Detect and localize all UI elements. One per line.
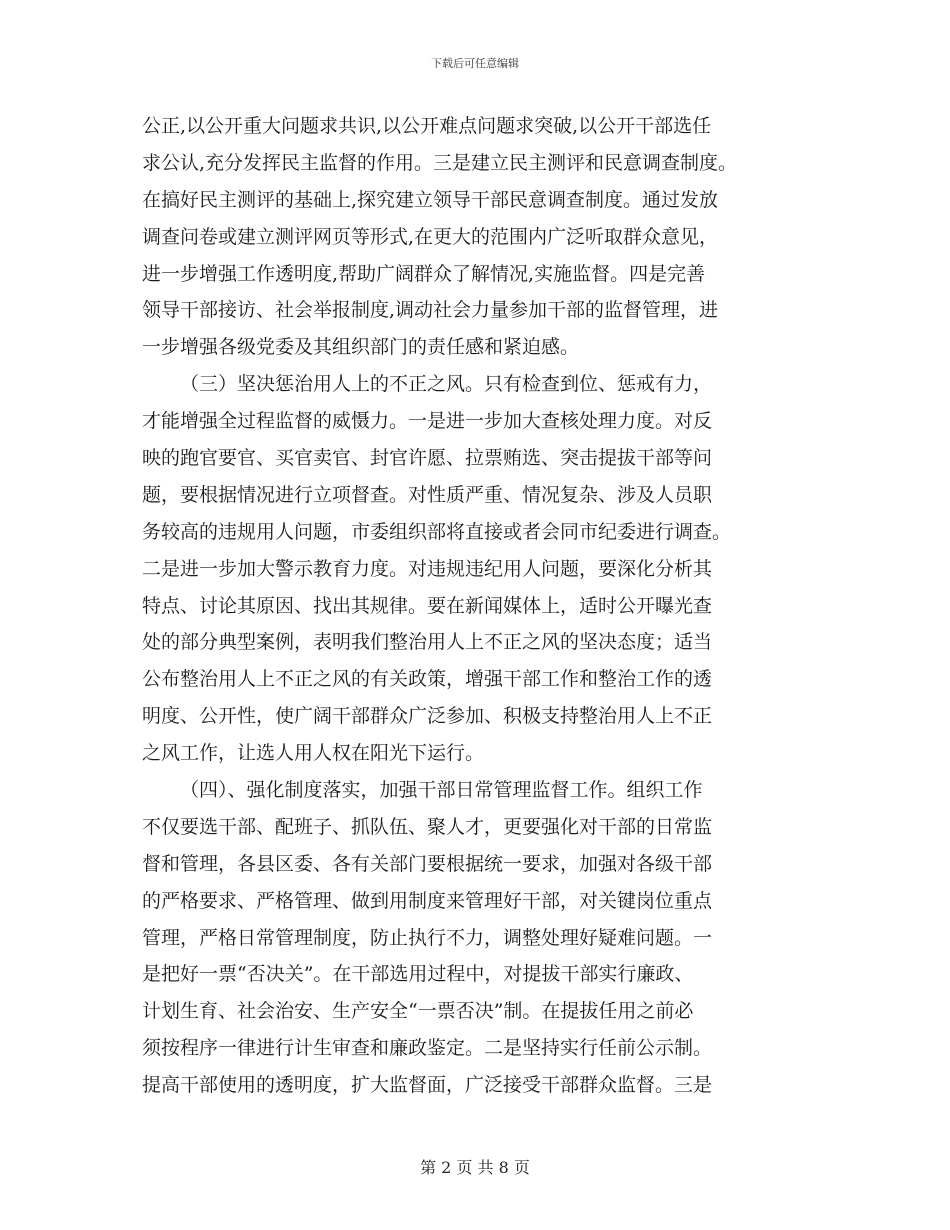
text-line: 公布整治用人上不正之风的有关政策，增强干部工作和整治工作的透: [142, 668, 713, 691]
text-line: 进一步增强工作透明度,帮助广阔群众了解情况,实施监督。四是完善: [142, 262, 706, 285]
text-line: 公正,以公开重大问题求共识,以公开难点问题求突破,以公开干部选任: [142, 115, 712, 137]
text-line: 二是进一步加大警示教育力度。对违规违纪用人问题，要深化分析其: [142, 557, 713, 580]
text-line: 特点、讨论其原因、找出其规律。要在新闻媒体上，适时公开曝光查: [142, 594, 713, 617]
text-line: 处的部分典型案例，表明我们整治用人上不正之风的坚决态度；适当: [142, 631, 713, 654]
text-line: 在搞好民主测评的基础上,探究建立领导干部民意调查制度。通过发放: [142, 188, 719, 211]
text-line: 之风工作，让选人用人权在阳光下运行。: [142, 742, 485, 765]
text-line: 提高干部使用的透明度，扩大监督面，广泛接受干部群众监督。三是: [142, 1074, 713, 1097]
text-line: （三）坚决惩治用人上的不正之风。只有检查到位、惩戒有力，: [180, 373, 713, 396]
text-line: 务较高的违规用人问题，市委组织部将直接或者会同市纪委进行调查。: [142, 520, 732, 543]
text-line: 督和管理，各县区委、各有关部门要根据统一要求，加强对各级干部: [142, 852, 713, 875]
text-line: 是把好一票“否决关”。在干部选用过程中，对提拔干部实行廉政、: [142, 963, 694, 986]
text-line: 管理，严格日常管理制度，防止执行不力，调整处理好疑难问题。一: [142, 926, 713, 949]
text-line: 领导干部接访、社会举报制度,调动社会力量参加干部的监督管理，进: [142, 299, 719, 322]
text-line: 须按程序一律进行计生审查和廉政鉴定。二是坚持实行任前公示制。: [142, 1037, 713, 1060]
page-header: 下载后可任意编辑: [431, 57, 519, 70]
document-body: [142, 108, 822, 1104]
text-line: 映的跑官要官、买官卖官、封官许愿、拉票贿选、突击提拔干部等问: [142, 447, 713, 470]
text-line: 的严格要求、严格管理、做到用制度来管理好干部，对关键岗位重点: [142, 889, 713, 912]
text-line: 计划生育、社会治安、生产安全“一票否决”制。在提拔任用之前必: [142, 1000, 694, 1023]
text-line: 才能增强全过程监督的威慑力。一是进一步加大查核处理力度。对反: [142, 410, 713, 433]
text-line: 不仅要选干部、配班子、抓队伍、聚人才，更要强化对干部的日常监: [142, 815, 713, 838]
text-line: 一步增强各级党委及其组织部门的责任感和紧迫感。: [142, 336, 580, 359]
text-line: 求公认,充分发挥民主监督的作用。三是建立民主测评和民意调查制度。: [142, 151, 738, 174]
text-line: （四）、强化制度落实，加强干部日常管理监督工作。组织工作: [180, 779, 703, 802]
page-footer: 第 2 页 共 8 页: [420, 1158, 530, 1177]
text-line: 题，要根据情况进行立项督查。对性质严重、情况复杂、涉及人员职: [142, 483, 713, 506]
text-line: 明度、公开性，使广阔干部群众广泛参加、积极支持整治用人上不正: [142, 705, 713, 728]
text-line: 调查问卷或建立测评网页等形式,在更大的范围内广泛听取群众意见，: [142, 225, 719, 248]
